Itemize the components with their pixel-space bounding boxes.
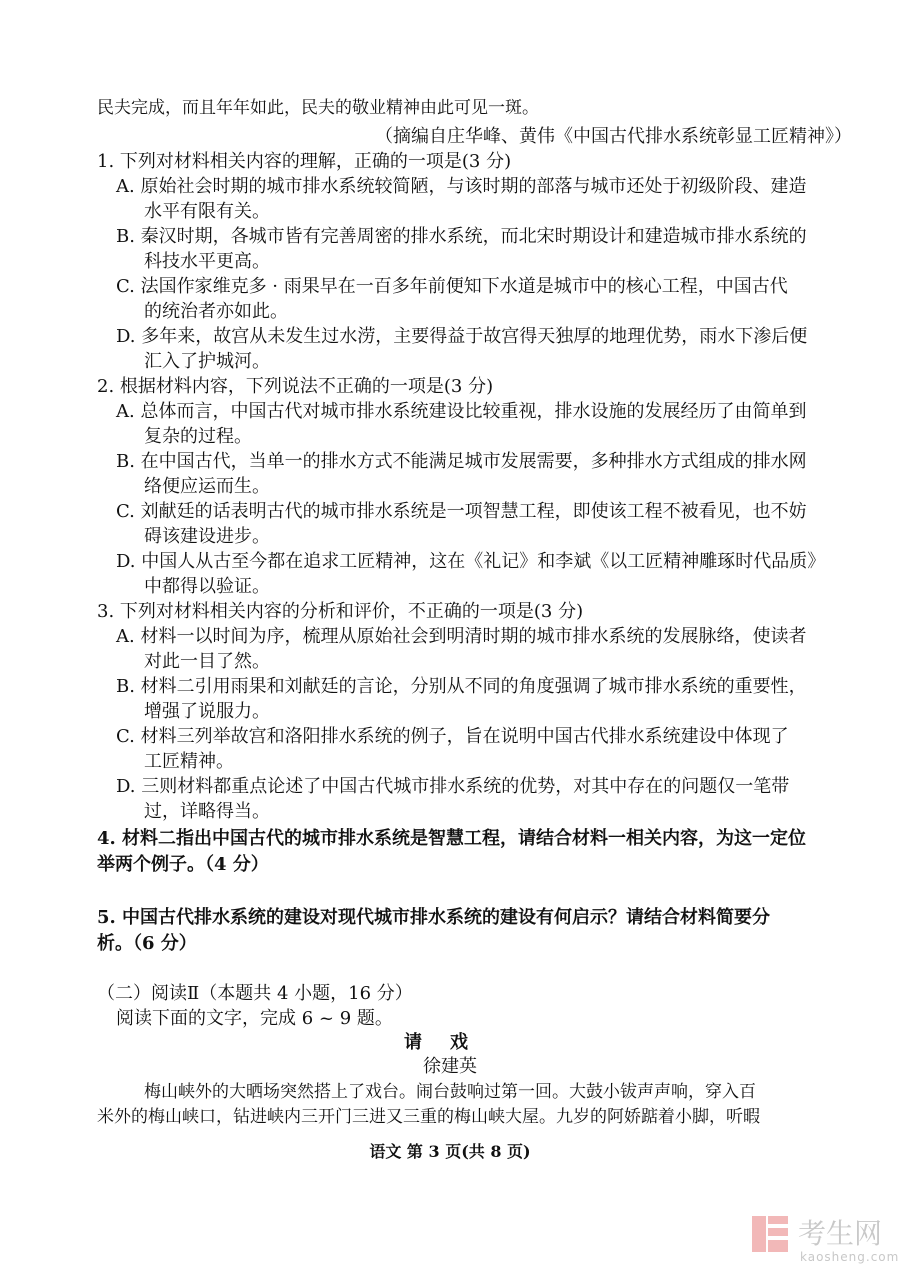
question-3-option-a-cont: 对此一目了然。 — [144, 651, 270, 672]
question-2-option-a: A. 总体而言，中国古代对城市排水系统建设比较重视，排水设施的发展经历了由简单到 — [116, 401, 807, 422]
section-instruction: 阅读下面的文字，完成 6 ~ 9 题。 — [116, 1008, 393, 1029]
question-1-option-b-cont: 科技水平更高。 — [144, 251, 270, 272]
question-2-option-d-cont: 中都得以验证。 — [144, 576, 270, 597]
question-2-stem: 2. 根据材料内容，下列说法不正确的一项是(3 分) — [97, 376, 494, 397]
question-3-option-b-cont: 增强了说服力。 — [144, 701, 270, 722]
question-3-option-b: B. 材料二引用雨果和刘献廷的言论，分别从不同的角度强调了城市排水系统的重要性， — [116, 676, 807, 697]
question-1-option-d: D. 多年来，故宫从未发生过水涝，主要得益于故宫得天独厚的地理优势，雨水下渗后便 — [116, 326, 808, 347]
question-2-option-b-cont: 络便应运而生。 — [144, 476, 270, 497]
question-4-stem: 4. 材料二指出中国古代的城市排水系统是智慧工程，请结合材料一相关内容，为这一定位 — [97, 828, 807, 849]
question-3-stem: 3. 下列对材料相关内容的分析和评价，不正确的一项是(3 分) — [97, 601, 584, 622]
story-paragraph-line-1: 梅山峡外的大晒场突然搭上了戏台。闹台鼓响过第一回。大鼓小钹声声响，穿入百 — [144, 1082, 756, 1102]
question-5-stem: 5. 中国古代排水系统的建设对现代城市排水系统的建设有何启示？请结合材料简要分 — [97, 907, 771, 928]
story-title: 请戏 — [404, 1032, 496, 1053]
question-1-option-c-cont: 的统治者亦如此。 — [144, 301, 288, 322]
question-2-option-c-cont: 碍该建设进步。 — [144, 526, 270, 547]
question-3-option-c: C. 材料三列举故宫和洛阳排水系统的例子，旨在说明中国古代排水系统建设中体现了 — [116, 726, 789, 747]
section-heading: （二）阅读Ⅱ（本题共 4 小题，16 分） — [97, 983, 413, 1004]
question-4-stem-cont: 举两个例子。（4 分） — [97, 854, 269, 875]
watermark-url: kaosheng.com — [800, 1250, 900, 1264]
question-3-option-d: D. 三则材料都重点论述了中国古代城市排水系统的优势，对其中存在的问题仅一笔带 — [116, 776, 790, 797]
watermark — [750, 1212, 900, 1274]
question-2-option-d: D. 中国人从古至今都在追求工匠精神，这在《礼记》和李斌《以工匠精神雕琢时代品质》 — [116, 551, 826, 572]
watermark-text: 考生网 — [798, 1217, 883, 1250]
question-3-option-c-cont: 工匠精神。 — [144, 751, 234, 772]
question-2-option-a-cont: 复杂的过程。 — [144, 426, 252, 447]
question-1-stem: 1. 下列对材料相关内容的理解，正确的一项是(3 分) — [97, 151, 512, 172]
question-2-option-c: C. 刘献廷的话表明古代的城市排水系统是一项智慧工程，即使该工程不被看见，也不妨 — [116, 501, 807, 522]
intro-text: 民夫完成，而且年年如此，民夫的敬业精神由此可见一斑。 — [97, 98, 539, 118]
question-5-stem-cont: 析。（6 分） — [97, 933, 197, 954]
question-1-option-d-cont: 汇入了护城河。 — [144, 351, 270, 372]
source-citation: （摘编自庄华峰、黄伟《中国古代排水系统彰显工匠精神》） — [375, 126, 852, 147]
question-1-option-a: A. 原始社会时期的城市排水系统较简陋，与该时期的部落与城市还处于初级阶段、建造 — [116, 176, 807, 197]
question-3-option-a: A. 材料一以时间为序，梳理从原始社会到明清时期的城市排水系统的发展脉络，使读者 — [116, 626, 807, 647]
question-1-option-c: C. 法国作家维克多 · 雨果早在一百多年前便知下水道是城市中的核心工程，中国古代 — [116, 276, 788, 297]
page-footer: 语文 第 3 页(共 8 页) — [369, 1142, 531, 1161]
question-3-option-d-cont: 过，详略得当。 — [144, 801, 270, 822]
question-2-option-b: B. 在中国古代，当单一的排水方式不能满足城市发展需要，多种排水方式组成的排水网 — [116, 451, 807, 472]
story-paragraph-line-2: 米外的梅山峡口，钻进峡内三开门三进又三重的梅山峡大屋。九岁的阿娇踮着小脚，听暇 — [97, 1107, 760, 1127]
question-1-option-b: B. 秦汉时期，各城市皆有完善周密的排水系统，而北宋时期设计和建造城市排水系统的 — [116, 226, 807, 247]
question-1-option-a-cont: 水平有限有关。 — [144, 201, 270, 222]
kaosheng-logo-icon — [750, 1214, 790, 1254]
story-author: 徐建英 — [423, 1056, 477, 1077]
